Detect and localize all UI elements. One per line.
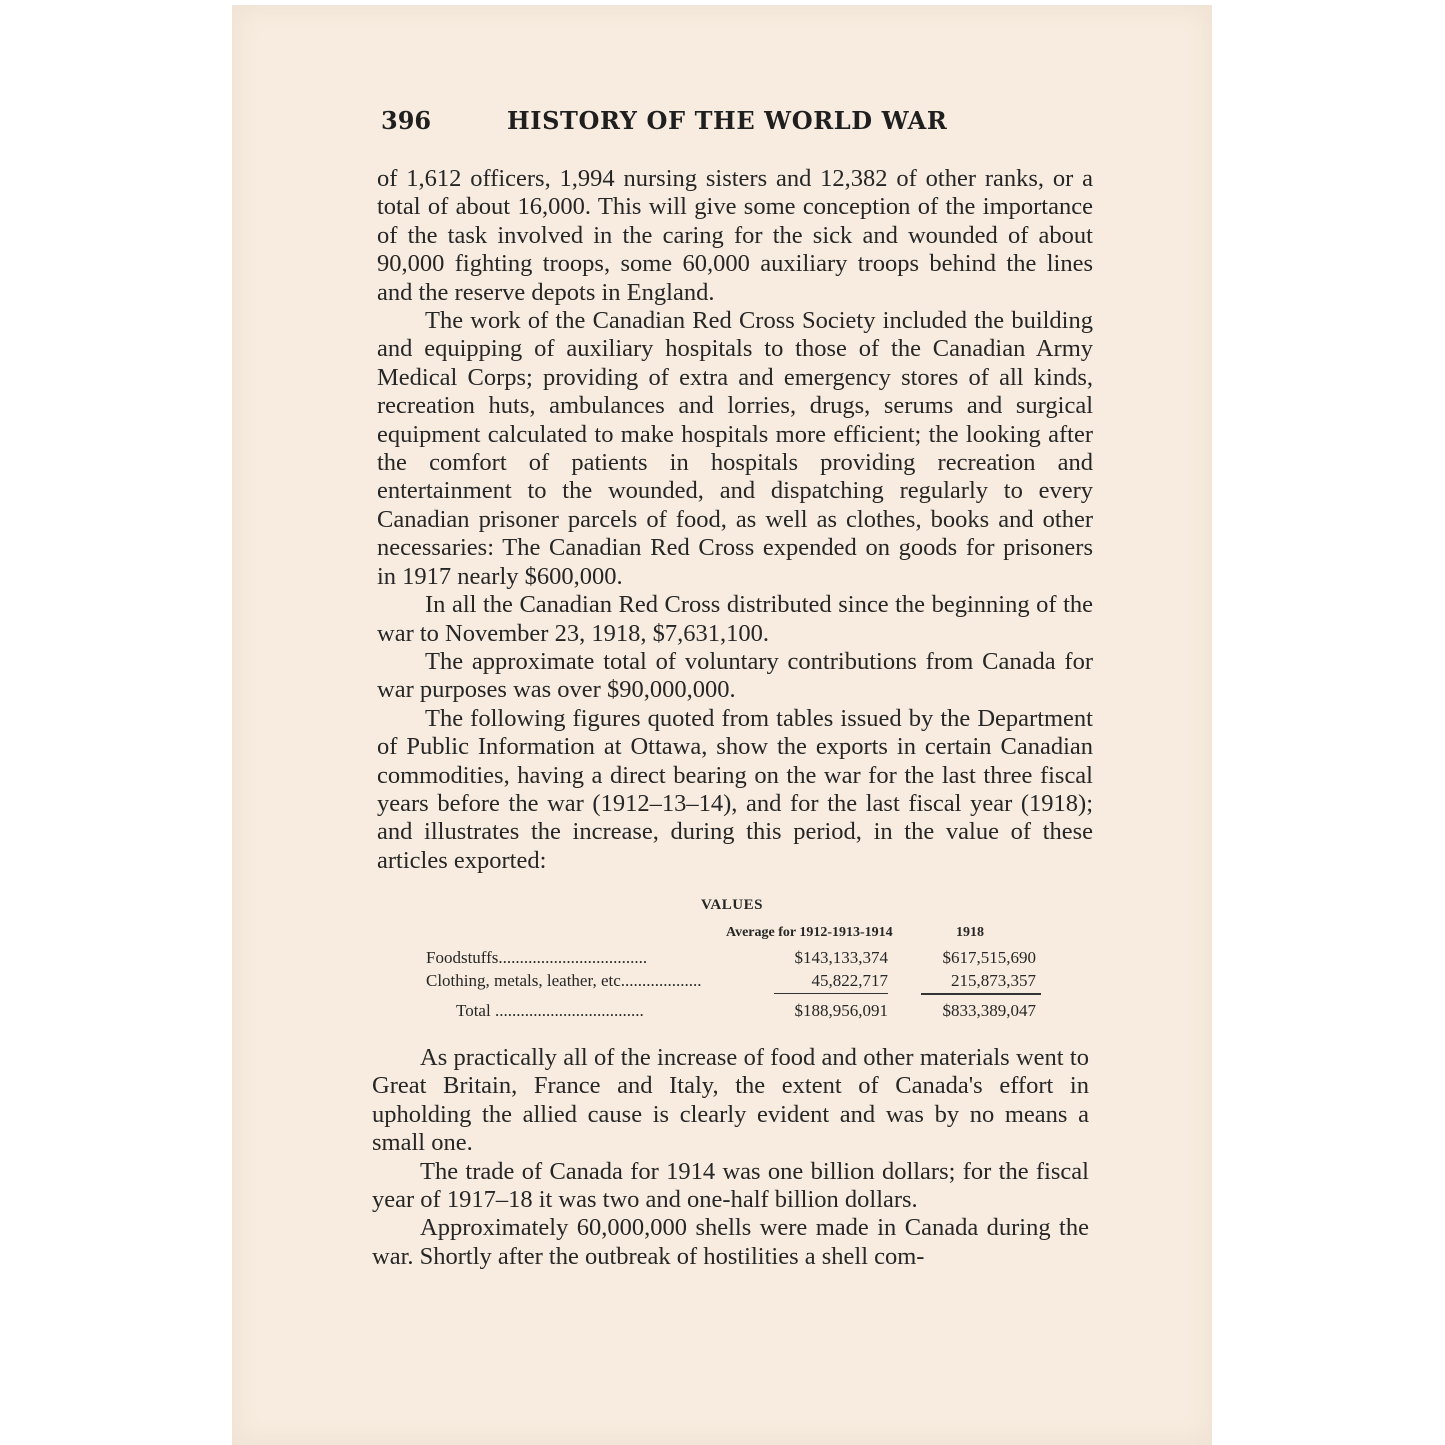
column-header-1918: 1918 <box>956 925 984 940</box>
paragraph: The approximate total of voluntary contributions from Canada for war purposes was over $90,000,000. <box>377 647 1093 704</box>
body-text-lower <box>372 1044 1089 1271</box>
row-value-1918: $617,515,690 <box>942 948 1036 967</box>
paragraph: As practically all of the increase of food and other materials went to Great Britain, France and Italy, the extent of Canada's effort in upholding the allied cause is clearly evident and was by no means a small one. <box>372 1044 1089 1157</box>
table-row <box>426 948 1046 970</box>
body-text-upper <box>377 165 1093 875</box>
total-value-1918: $833,389,047 <box>942 1001 1036 1020</box>
paragraph: The work of the Canadian Red Cross Society included the building and equipping of auxiliary hospitals to those of the Canadian Army Medical Corps; providing of extra and emergency stores of all kinds, recreation huts, ambulances and lorries, drugs, serums and surgical equipment calculated to make hospitals more efficient; the looking after the comfort of patients in hospitals providing recreation and entertainment to the wounded, and dispatching regularly to every Canadian prisoner parcels of food, as well as clothes, books and other necessaries: The Canadian Red Cross expended on goods for prisoners in 1917 nearly $600,000. <box>377 307 1093 590</box>
column-header-average: Average for 1912-1913-1914 <box>726 925 893 940</box>
row-label: Foodstuffs................................... <box>426 948 648 967</box>
running-title: HISTORY OF THE WORLD WAR <box>507 106 948 135</box>
page-header <box>381 106 1101 146</box>
paragraph: of 1,612 officers, 1,994 nursing sisters and 12,382 of other ranks, or a total of about 16,000. This will give some conception of the importance of the task involved in the caring for the sick and wounded of about 90,000 fighting troops, some 60,000 auxiliary troops behind the lines and the reserve depots in England. <box>377 165 1093 306</box>
table-title: VALUES <box>701 897 763 913</box>
paragraph: The trade of Canada for 1914 was one billion dollars; for the fiscal year of 1917–18 it was two and one-half billion dollars. <box>372 1157 1089 1214</box>
total-value-average: $188,956,091 <box>794 1001 888 1020</box>
row-value-average: $143,133,374 <box>794 948 888 967</box>
sum-rule <box>774 993 888 994</box>
total-label: Total ................................... <box>456 1001 644 1020</box>
export-values-table <box>426 895 1046 1030</box>
paragraph: The following figures quoted from tables issued by the Department of Public Information at Ottawa, show the exports in certain Canadian commodities, having a direct bearing on the war for the last three fiscal years before the war (1912–13–14), and for the last fiscal year (1918); and illustrates the increase, during this period, in the value of these articles exported: <box>377 704 1093 874</box>
sum-rule <box>921 993 1041 995</box>
page-number: 396 <box>381 106 432 135</box>
row-value-average: 45,822,717 <box>811 971 888 990</box>
table-row <box>426 971 1046 993</box>
row-label: Clothing, metals, leather, etc................... <box>426 971 702 990</box>
paragraph: In all the Canadian Red Cross distributed since the beginning of the war to November 23, 1918, $7,631,100. <box>377 591 1093 647</box>
row-value-1918: 215,873,357 <box>951 971 1036 990</box>
table-total-row <box>426 1001 1046 1023</box>
paragraph: Approximately 60,000,000 shells were made in Canada during the war. Shortly after the outbreak of hostilities a shell com- <box>372 1214 1089 1270</box>
